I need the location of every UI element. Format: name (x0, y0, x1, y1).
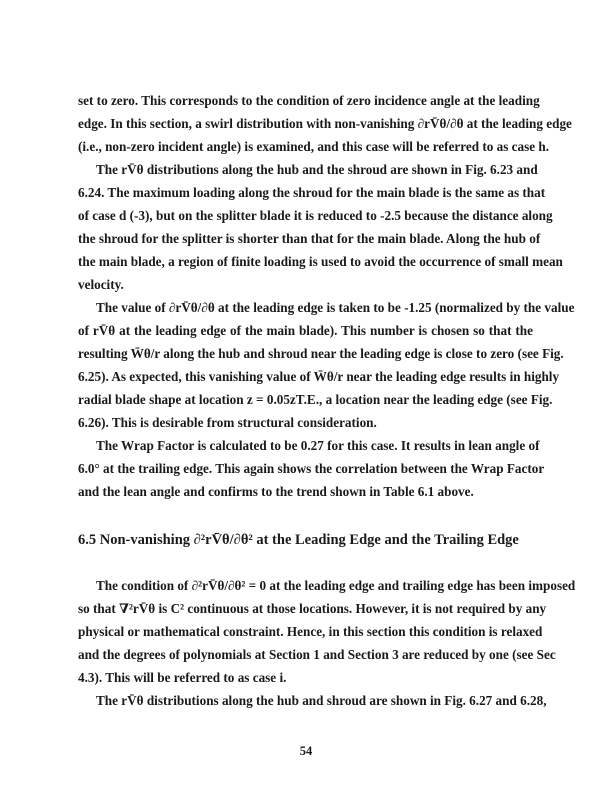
text-line: The rV̄θ distributions along the hub and the shroud are shown in Fig. 6.23 and (96, 162, 538, 177)
text-line: resulting W̄θ/r along the hub and shroud near the leading edge is close to zero (see Fig. (78, 346, 564, 361)
text-line: physical or mathematical constraint. Hence, in this section this condition is relaxed (78, 624, 543, 639)
text-line: 4.3). This will be referred to as case i. (78, 670, 287, 685)
text-line: 6.24. The maximum loading along the shroud for the main blade is the same as that (78, 185, 546, 200)
text-line: 6.26). This is desirable from structural consideration. (78, 415, 377, 430)
text-line: set to zero. This corresponds to the condition of zero incidence angle at the leading (78, 93, 540, 108)
text-line: of case d (-3), but on the splitter blade it is reduced to -2.5 because the distance along (78, 208, 553, 223)
page-number: 54 (299, 744, 313, 758)
text-line: The rV̄θ distributions along the hub and shroud are shown in Fig. 6.27 and 6.28, (96, 693, 547, 708)
text-line: and the lean angle and confirms to the trend shown in Table 6.1 above. (78, 484, 474, 499)
text-line: radial blade shape at location z = 0.05zT.E., a location near the leading edge (see Fig. (78, 392, 553, 407)
text-line: The condition of ∂²rV̄θ/∂θ² = 0 at the leading edge and trailing edge has been imposed (96, 578, 576, 593)
text-line: (i.e., non-zero incident angle) is examined, and this case will be referred to as case h. (78, 139, 550, 154)
text-line: and the degrees of polynomials at Section 1 and Section 3 are reduced by one (see Sec (78, 647, 556, 662)
text-line: of rV̄θ at the leading edge of the main blade). This number is chosen so that the (78, 323, 533, 338)
text-line: edge. In this section, a swirl distribution with non-vanishing ∂rV̄θ/∂θ at the leading edge (78, 116, 572, 131)
text-line: so that ∇²rV̄θ is C² continuous at those locations. However, it is not required by any (78, 601, 547, 616)
text-line: The value of ∂rV̄θ/∂θ at the leading edge is taken to be -1.25 (normalized by the value (96, 300, 575, 315)
text-line: velocity. (78, 277, 124, 292)
text-line: the shroud for the splitter is shorter than that for the main blade. Along the hub of (78, 231, 541, 246)
text-line: the main blade, a region of finite loading is used to avoid the occurrence of small mean (78, 254, 563, 269)
text-line: 6.0° at the trailing edge. This again shows the correlation between the Wrap Factor (78, 461, 545, 476)
section-heading: 6.5 Non-vanishing ∂²rV̄θ/∂θ² at the Leading Edge and the Trailing Edge (78, 532, 519, 548)
text-line: 6.25). As expected, this vanishing value of W̄θ/r near the leading edge results in highly (78, 369, 560, 384)
text-line: The Wrap Factor is calculated to be 0.27 for this case. It results in lean angle of (96, 438, 540, 453)
